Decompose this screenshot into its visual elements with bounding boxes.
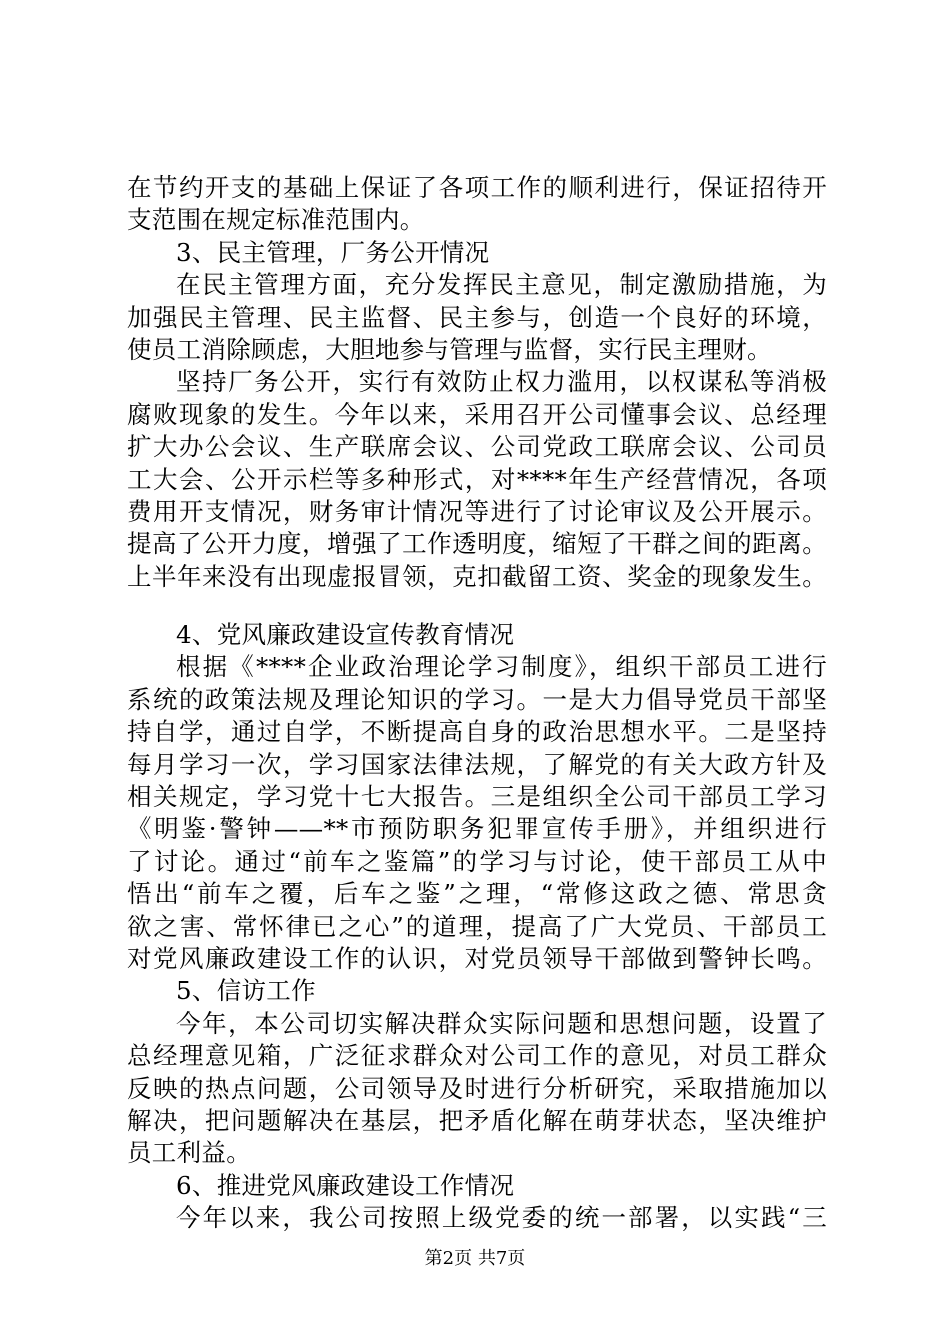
text-line: 加强民主管理、民主监督、民主参与，创造一个良好的环境， xyxy=(127,302,827,332)
text-line: 欲之害、常怀律已之心”的道理，提高了广大党员、干部员工 xyxy=(127,911,827,941)
text-line: 提高了公开力度，增强了工作透明度，缩短了干群之间的距离。 xyxy=(127,529,827,559)
section-heading: 5、信访工作 xyxy=(176,976,316,1006)
section-heading: 6、推进党风廉政建设工作情况 xyxy=(176,1170,515,1200)
text-line: 工大会、公开示栏等多种形式，对****年生产经营情况，各项 xyxy=(127,464,827,494)
text-line: 今年，本公司切实解决群众实际问题和思想问题，设置了 xyxy=(176,1008,827,1038)
section-heading: 4、党风廉政建设宣传教育情况 xyxy=(176,620,515,650)
text-line: 悟出“前车之覆，后车之鉴”之理，“常修这政之德、常思贪 xyxy=(127,879,827,909)
section-heading: 3、民主管理，厂务公开情况 xyxy=(176,237,490,267)
text-line: 在节约开支的基础上保证了各项工作的顺利进行，保证招待开 xyxy=(127,173,827,202)
text-line: 上半年来没有出现虚报冒领，克扣截留工资、奖金的现象发生。 xyxy=(127,561,827,591)
text-line: 坚持厂务公开，实行有效防止权力滥用，以权谋私等消极 xyxy=(176,367,827,397)
text-line: 相关规定，学习党十七大报告。三是组织全公司干部员工学习 xyxy=(127,782,827,812)
text-line: 系统的政策法规及理论知识的学习。一是大力倡导党员干部坚 xyxy=(127,684,827,714)
text-line: 根据《****企业政治理论学习制度》，组织干部员工进行 xyxy=(176,652,827,682)
text-line: 费用开支情况，财务审计情况等进行了讨论审议及公开展示。 xyxy=(127,496,827,526)
text-line: 每月学习一次，学习国家法律法规，了解党的有关大政方针及 xyxy=(127,749,827,779)
text-line: 今年以来，我公司按照上级党委的统一部署，以实践“三 xyxy=(176,1203,827,1233)
text-line: 扩大办公会议、生产联席会议、公司党政工联席会议、公司员 xyxy=(127,432,827,462)
text-line: 腐败现象的发生。今年以来，采用召开公司懂事会议、总经理 xyxy=(127,399,827,429)
text-line: 了讨论。通过“前车之鉴篇”的学习与讨论，使干部员工从中 xyxy=(127,846,827,876)
text-line: 解决，把问题解决在基层，把矛盾化解在萌芽状态，坚决维护 xyxy=(127,1105,827,1135)
text-line: 员工利益。 xyxy=(127,1138,251,1168)
text-line: 持自学，通过自学，不断提高自身的政治思想水平。二是坚持 xyxy=(127,717,827,747)
text-line: 支范围在规定标准范围内。 xyxy=(127,205,425,235)
text-line: 在民主管理方面，充分发挥民主意见，制定激励措施，为 xyxy=(176,270,827,300)
text-line: 反映的热点问题，公司领导及时进行分析研究，采取措施加以 xyxy=(127,1073,827,1103)
text-line: 对党风廉政建设工作的认识，对党员领导干部做到警钟长鸣。 xyxy=(127,943,827,973)
page-number: 第2页 共7页 xyxy=(424,1248,526,1269)
text-line: 《明鉴·警钟——**市预防职务犯罪宣传手册》，并组织进行 xyxy=(127,814,827,844)
text-line: 总经理意见箱，广泛征求群众对公司工作的意见，对员工群众 xyxy=(127,1041,827,1071)
body-text xyxy=(127,172,827,1235)
text-line: 使员工消除顾虑，大胆地参与管理与监督，实行民主理财。 xyxy=(127,334,772,364)
